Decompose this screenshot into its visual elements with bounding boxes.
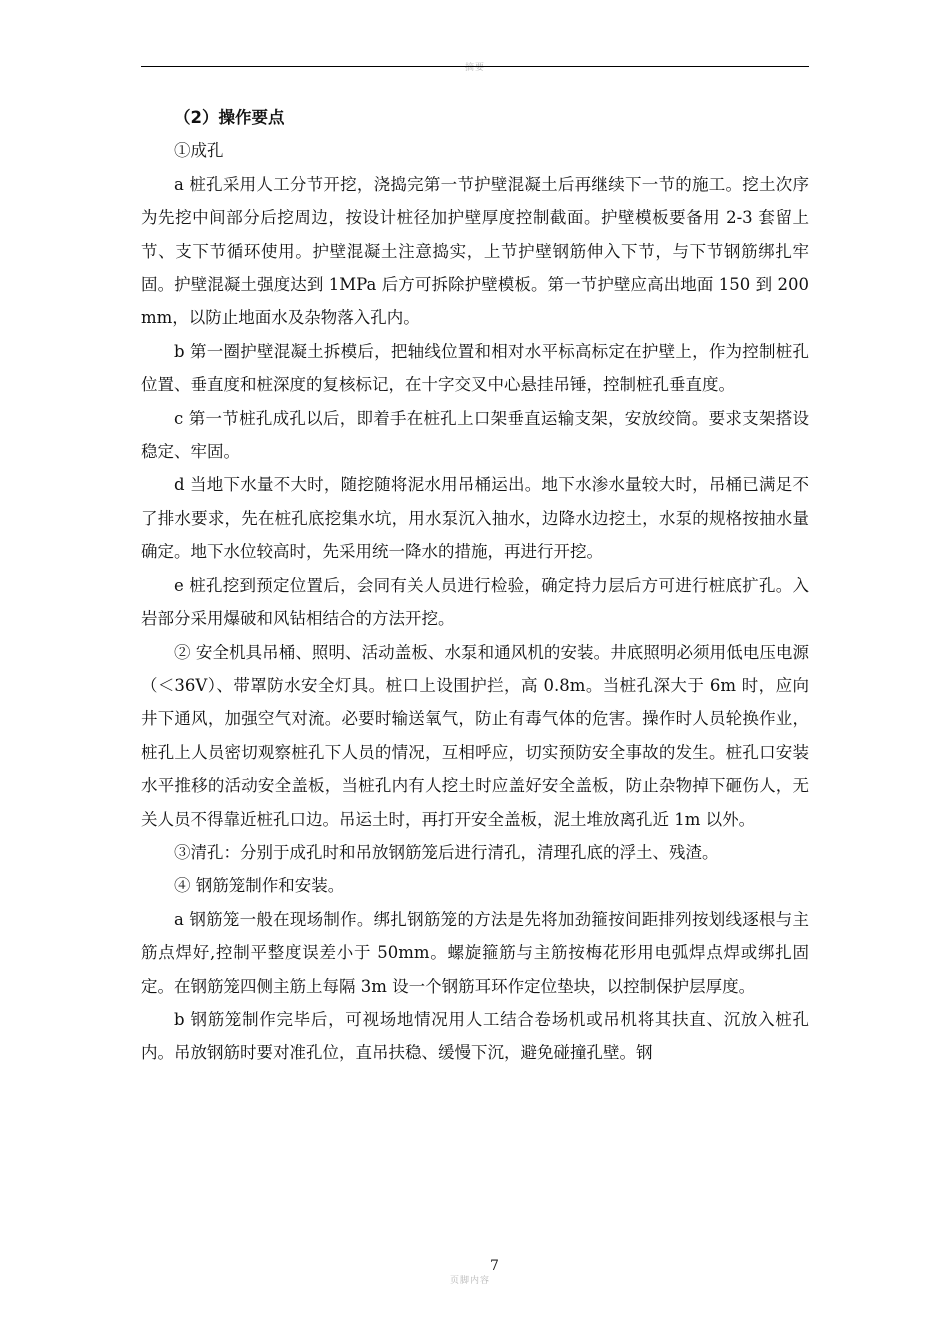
paragraph: ② 安全机具吊桶、照明、活动盖板、水泵和通风机的安装。井底照明必须用低电压电源（＜36V）、带罩防水安全灯具。桩口上设围护拦，高 0.8m。当桩孔深大于 6m 时，应向井下通风，加强空气对流。必要时输送氧气，防止有毒气体的危害。操作时人员轮换作业，桩孔上人员密切观察桩孔下人员的情况，互相呼应，切实预防安全事故的发生。桩孔口安装水平推移的活动安全盖板，当桩孔内有人挖土时应盖好安全盖板，防止杂物掉下砸伤人，无关人员不得靠近桩孔口边。吊运土时，再打开安全盖板，泥土堆放离孔近 1m 以外。 — [141, 642, 809, 829]
page-number: 7 — [490, 1258, 499, 1274]
paragraph: b 钢筋笼制作完毕后，可视场地情况用人工结合卷场机或吊机将其扶直、沉放入桩孔内。吊放钢筋时要对准孔位，直吊扶稳、缓慢下沉，避免碰撞孔壁。钢 — [141, 1009, 809, 1063]
document-body — [141, 101, 809, 1070]
paragraph: c 第一节桩孔成孔以后，即着手在桩孔上口架垂直运输支架，安放绞筒。要求支架搭设稳定、牢固。 — [141, 408, 809, 462]
paragraph: ①成孔 — [174, 141, 224, 161]
paragraph: ④ 钢筋笼制作和安装。 — [174, 876, 345, 896]
paragraph: b 第一圈护壁混凝土拆模后，把轴线位置和相对水平标高标定在护壁上，作为控制桩孔位置、垂直度和桩深度的复核标记，在十字交叉中心悬挂吊锤，控制桩孔垂直度。 — [141, 341, 809, 395]
header-rule — [141, 66, 809, 67]
paragraph: d 当地下水量不大时，随挖随将泥水用吊桶运出。地下水渗水量较大时，吊桶已满足不了排水要求，先在桩孔底挖集水坑，用水泵沉入抽水，边降水边挖土，水泵的规格按抽水量确定。地下水位较高时，先采用统一降水的措施，再进行开挖。 — [141, 475, 809, 562]
paragraph: a 桩孔采用人工分节开挖，浇捣完第一节护壁混凝土后再继续下一节的施工。挖土次序为先挖中间部分后挖周边，按设计桩径加护壁厚度控制截面。护壁模板要备用 2-3 套留上节、支下节循环使用。护壁混凝土注意捣实，上节护壁钢筋伸入下节，与下节钢筋绑扎牢固。护壁混凝土强度达到 1MPa 后方可拆除护壁模板。第一节护壁应高出地面 150 到 200mm，以防止地面水及杂物落入孔内。 — [141, 174, 809, 328]
footer-label: 页脚内容 — [450, 1276, 491, 1286]
paragraph: e 桩孔挖到预定位置后，会同有关人员进行检验，确定持力层后方可进行桩底扩孔。入岩部分采用爆破和风钻相结合的方法开挖。 — [141, 575, 809, 629]
paragraph: ③清孔：分别于成孔时和吊放钢筋笼后进行清孔，清理孔底的浮土、残渣。 — [174, 842, 719, 862]
section-heading: （2）操作要点 — [174, 108, 285, 127]
paragraph: a 钢筋笼一般在现场制作。绑扎钢筋笼的方法是先将加劲箍按间距排列按划线逐根与主筋点焊好,控制平整度误差小于 50mm。螺旋箍筋与主筋按梅花形用电弧焊点焊或绑扎固定。在钢筋笼四侧主筋上每隔 3m 设一个钢筋耳环作定位垫块，以控制保护层厚度。 — [141, 909, 809, 996]
header-label: 摘要 — [464, 63, 485, 73]
